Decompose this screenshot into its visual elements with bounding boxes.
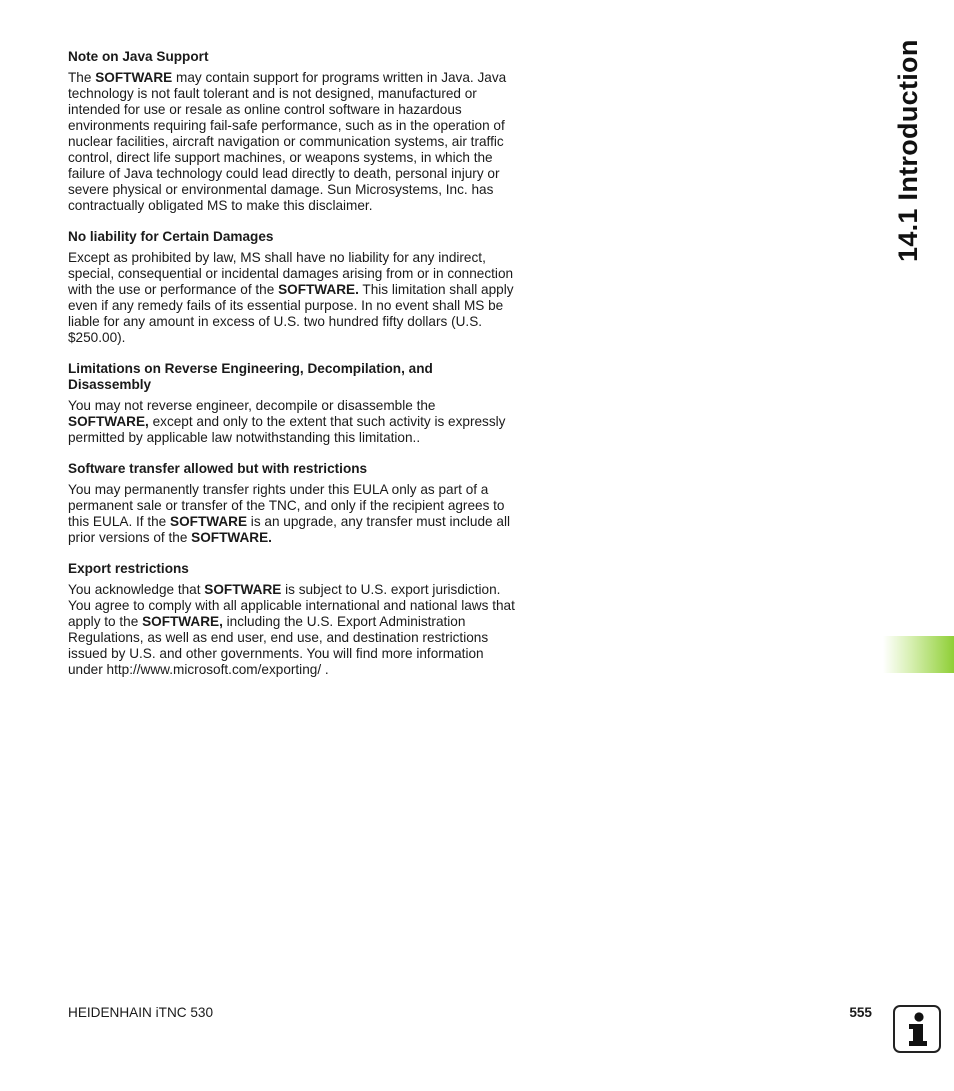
chapter-tab-marker [883, 636, 954, 673]
text-run: You acknowledge that [68, 582, 205, 597]
section-heading: Export restrictions [68, 561, 189, 576]
text-run: including the U.S. Export Administration Regulations, as well as end user, end use, and destination restrictions issued by U.S. and other governments. You will find more information under http://www.microsoft.com/exporting/ . [68, 614, 489, 677]
section [68, 461, 516, 546]
bold-term: SOFTWARE [170, 514, 248, 529]
section-paragraph [68, 582, 516, 678]
section-paragraph [68, 70, 516, 214]
footer-product-name: HEIDENHAIN iTNC 530 [68, 1005, 214, 1020]
bold-term: SOFTWARE [204, 582, 282, 597]
bold-term: SOFTWARE. [191, 530, 272, 545]
text-run: The [68, 70, 96, 85]
section [68, 561, 516, 678]
text-run: may contain support for programs written in Java. Java technology is not fault tolerant and is not designed, manufactured or intended for use or resale as online control software in hazardous environments requiring fail-safe performance, such as in the operation of nuclear facilities, aircraft navigation or communication systems, air traffic control, direct life support machines, or weapons systems, in which the failure of Java technology could lead directly to death, personal injury or severe physical or environmental damage. Sun Microsystems, Inc. has contractually obligated MS to make this disclaimer. [68, 70, 507, 213]
section-paragraph [68, 250, 516, 346]
page-number: 555 [849, 1005, 872, 1020]
section-paragraph [68, 482, 516, 546]
section [68, 49, 516, 214]
main-content [68, 49, 516, 693]
info-icon [893, 1005, 941, 1053]
bold-term: SOFTWARE. [278, 282, 359, 297]
section [68, 361, 516, 446]
text-run: Except as prohibited by law, MS shall have no liability for any indirect, special, consequential or incidental damages arising from or in connection with the use or performance of the [68, 250, 514, 297]
section-heading: Software transfer allowed but with restrictions [68, 461, 368, 476]
text-run: You may permanently transfer rights under this EULA only as part of a permanent sale or transfer of the TNC, and only if the recipient agrees to this EULA. If the [68, 482, 505, 529]
text-run: You may not reverse engineer, decompile or disassemble the [68, 398, 436, 413]
text-run: is an upgrade, any transfer must include all prior versions of the [68, 514, 510, 545]
section-heading: Limitations on Reverse Engineering, Decompilation, and Disassembly [68, 361, 433, 392]
section-heading: Note on Java Support [68, 49, 209, 64]
section [68, 229, 516, 346]
bold-term: SOFTWARE, [142, 614, 223, 629]
text-run: is subject to U.S. export jurisdiction. You agree to comply with all applicable international and national laws that apply to the [68, 582, 515, 629]
section-paragraph [68, 398, 516, 446]
bold-term: SOFTWARE [95, 70, 173, 85]
chapter-title-text: 14.1 Introduction [893, 39, 923, 262]
text-run: This limitation shall apply even if any remedy fails of its essential purpose. In no event shall MS be liable for any amount in excess of U.S. two hundred fifty dollars (U.S. $250.00). [68, 282, 514, 345]
text-run: except and only to the extent that such activity is expressly permitted by applicable law notwithstanding this limitation.. [68, 414, 506, 445]
section-heading: No liability for Certain Damages [68, 229, 274, 244]
bold-term: SOFTWARE, [68, 414, 149, 429]
